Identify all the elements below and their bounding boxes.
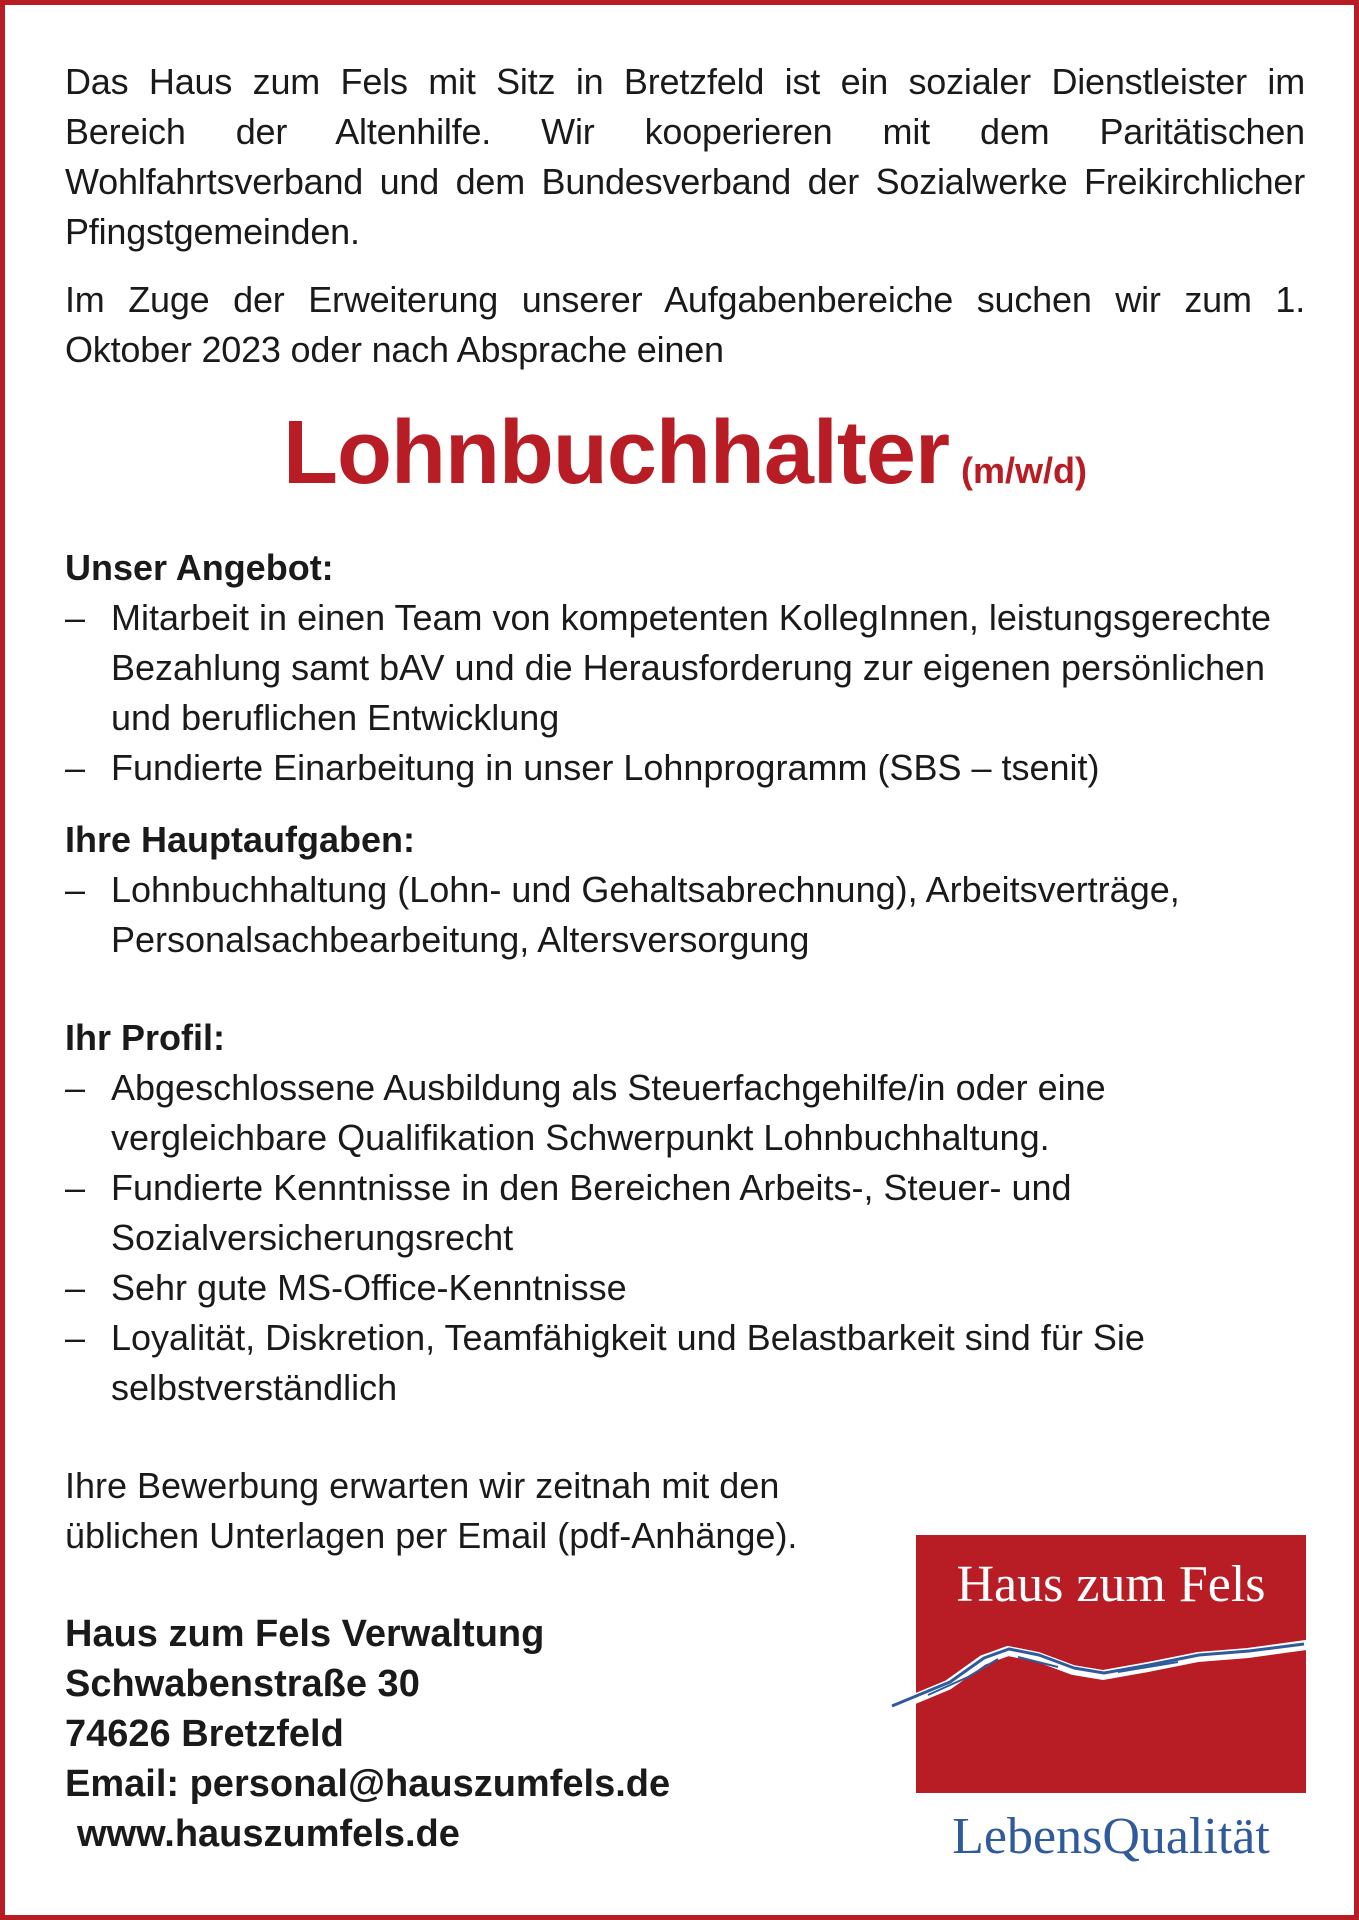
dash-bullet: – <box>65 869 86 910</box>
company-logo <box>888 1535 1308 1875</box>
contact-website: www.hauszumfels.de <box>77 1813 460 1855</box>
dash-bullet: – <box>65 1267 86 1308</box>
offer-section <box>65 543 1305 793</box>
tasks-heading: Ihre Hauptaufgaben: <box>65 819 416 860</box>
contact-email: Email: personal@hauszumfels.de <box>65 1763 671 1805</box>
list-item: – Loyalität, Diskretion, Teamfähigkeit und Belastbarkeit sind für Sie selbstverständlich <box>65 1313 1305 1413</box>
list-item: – Mitarbeit in einen Team von kompetenten KollegInnen, leistungsgerechte Bezahlung samt bAV und die Herausforderung zur eigenen persönlichen und beruflichen Entwicklung <box>65 593 1305 743</box>
rock-mountain-icon <box>888 1535 1308 1795</box>
list-item: – Fundierte Einarbeitung in unser Lohnprogramm (SBS – tsenit) <box>65 743 1305 793</box>
contact-name: Haus zum Fels Verwaltung <box>65 1613 545 1655</box>
profile-section <box>65 1013 1305 1413</box>
tasks-section <box>65 815 1305 965</box>
list-item: – Lohnbuchhaltung (Lohn- und Gehaltsabrechnung), Arbeitsverträge, Personalsachbearbeitung, Altersversorgung <box>65 865 1305 965</box>
closing-text: Ihre Bewerbung erwarten wir zeitnah mit den üblichen Unterlagen per Email (pdf-Anhänge). <box>65 1465 798 1556</box>
list-item: – Sehr gute MS-Office-Kenntnisse <box>65 1263 1305 1313</box>
list-item: – Abgeschlossene Ausbildung als Steuerfachgehilfe/in oder eine vergleichbare Qualifikation Schwerpunkt Lohnbuchhaltung. <box>65 1063 1305 1163</box>
dash-bullet: – <box>65 747 86 788</box>
contact-city: 74626 Bretzfeld <box>65 1713 344 1755</box>
contact-street: Schwabenstraße 30 <box>65 1663 420 1705</box>
list-item: – Fundierte Kenntnisse in den Bereichen Arbeits-, Steuer- und Sozialversicherungsrecht <box>65 1163 1305 1263</box>
tasks-list <box>65 865 1305 965</box>
job-title <box>65 403 1305 503</box>
intro-paragraph-1: Das Haus zum Fels mit Sitz in Bretzfeld ist ein sozialer Dienstleister im Bereich der Altenhilfe. Wir kooperieren mit dem Paritätischen Wohlfahrtsverband und dem Bundesverband der Sozialwerke Freikirchlicher Pfingstgemeinden. <box>65 61 1305 252</box>
logo-tagline: LebensQualität <box>952 1808 1270 1865</box>
dash-bullet: – <box>65 597 86 638</box>
dash-bullet: – <box>65 1317 86 1358</box>
dash-bullet: – <box>65 1167 86 1208</box>
offer-list <box>65 593 1305 793</box>
dash-bullet: – <box>65 1067 86 1108</box>
profile-heading: Ihr Profil: <box>65 1017 225 1058</box>
logo-name: Haus zum Fels <box>956 1556 1266 1613</box>
offer-heading: Unser Angebot: <box>65 547 334 588</box>
job-title-suffix: (m/w/d) <box>960 450 1087 491</box>
job-title-text: Lohnbuchhalter <box>283 403 949 503</box>
intro-paragraph-2: Im Zuge der Erweiterung unserer Aufgabenbereiche suchen wir zum 1. Oktober 2023 oder nach Absprache einen <box>65 279 1305 370</box>
profile-list <box>65 1063 1305 1413</box>
